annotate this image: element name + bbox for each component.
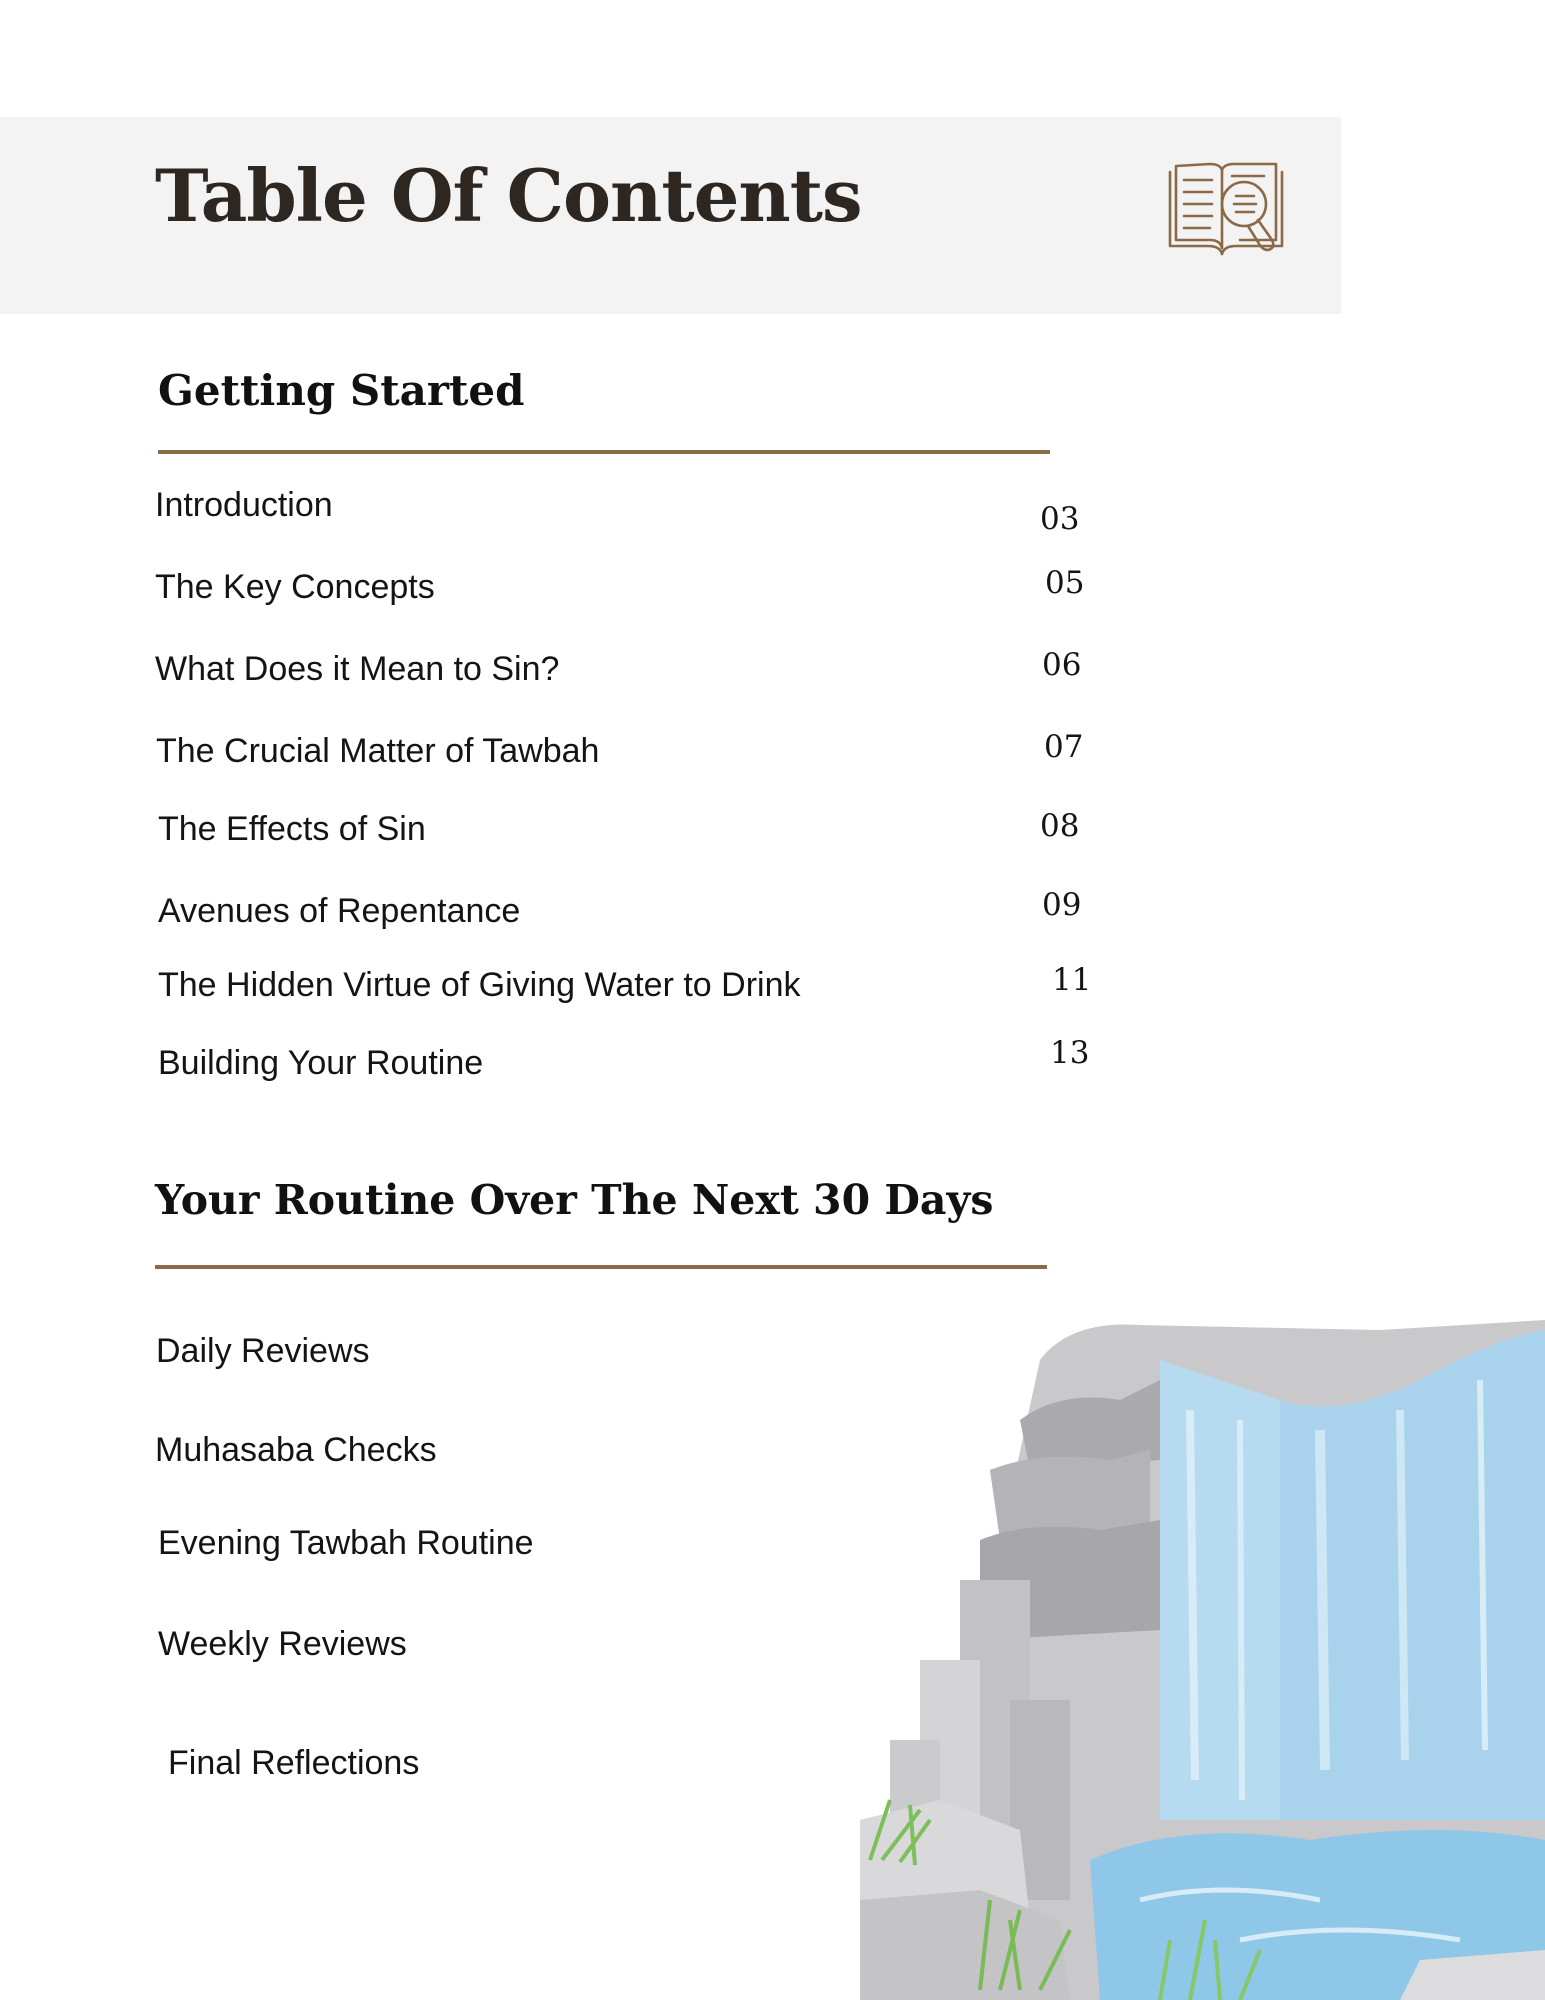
toc-entry-introduction[interactable]: Introduction bbox=[155, 486, 333, 524]
toc-entry-effects-of-sin[interactable]: The Effects of Sin bbox=[158, 810, 426, 848]
toc-entry-tawbah[interactable]: The Crucial Matter of Tawbah bbox=[156, 732, 600, 770]
toc-page-number: 09 bbox=[1042, 887, 1082, 923]
toc-entry-giving-water[interactable]: The Hidden Virtue of Giving Water to Drink bbox=[158, 966, 801, 1004]
page-title: Table Of Contents bbox=[155, 153, 862, 238]
toc-entry-key-concepts[interactable]: The Key Concepts bbox=[155, 568, 435, 606]
waterfall-illustration bbox=[860, 1300, 1545, 2000]
toc-page-number: 06 bbox=[1042, 647, 1082, 683]
toc-page-number: 11 bbox=[1052, 962, 1092, 998]
section-divider bbox=[155, 1265, 1047, 1269]
section-title: Your Routine Over The Next 30 Days bbox=[155, 1176, 994, 1224]
toc-entry-meaning-of-sin[interactable]: What Does it Mean to Sin? bbox=[155, 650, 560, 688]
toc-entry-daily-reviews[interactable]: Daily Reviews bbox=[156, 1332, 370, 1370]
toc-page-number: 05 bbox=[1045, 565, 1085, 601]
toc-page-number: 03 bbox=[1040, 501, 1080, 537]
toc-page-number: 07 bbox=[1044, 729, 1084, 765]
toc-page-number: 13 bbox=[1050, 1035, 1090, 1071]
toc-entry-weekly-reviews[interactable]: Weekly Reviews bbox=[158, 1625, 407, 1663]
toc-entry-evening-tawbah[interactable]: Evening Tawbah Routine bbox=[158, 1524, 534, 1562]
toc-entry-final-reflections[interactable]: Final Reflections bbox=[168, 1744, 420, 1782]
toc-entry-avenues-of-repentance[interactable]: Avenues of Repentance bbox=[158, 892, 521, 930]
toc-entry-muhasaba-checks[interactable]: Muhasaba Checks bbox=[155, 1431, 437, 1469]
toc-entry-building-routine[interactable]: Building Your Routine bbox=[158, 1044, 484, 1082]
section-divider bbox=[158, 450, 1050, 454]
book-search-icon bbox=[1164, 160, 1288, 268]
toc-page-number: 08 bbox=[1040, 808, 1080, 844]
section-title: Getting Started bbox=[158, 366, 525, 415]
